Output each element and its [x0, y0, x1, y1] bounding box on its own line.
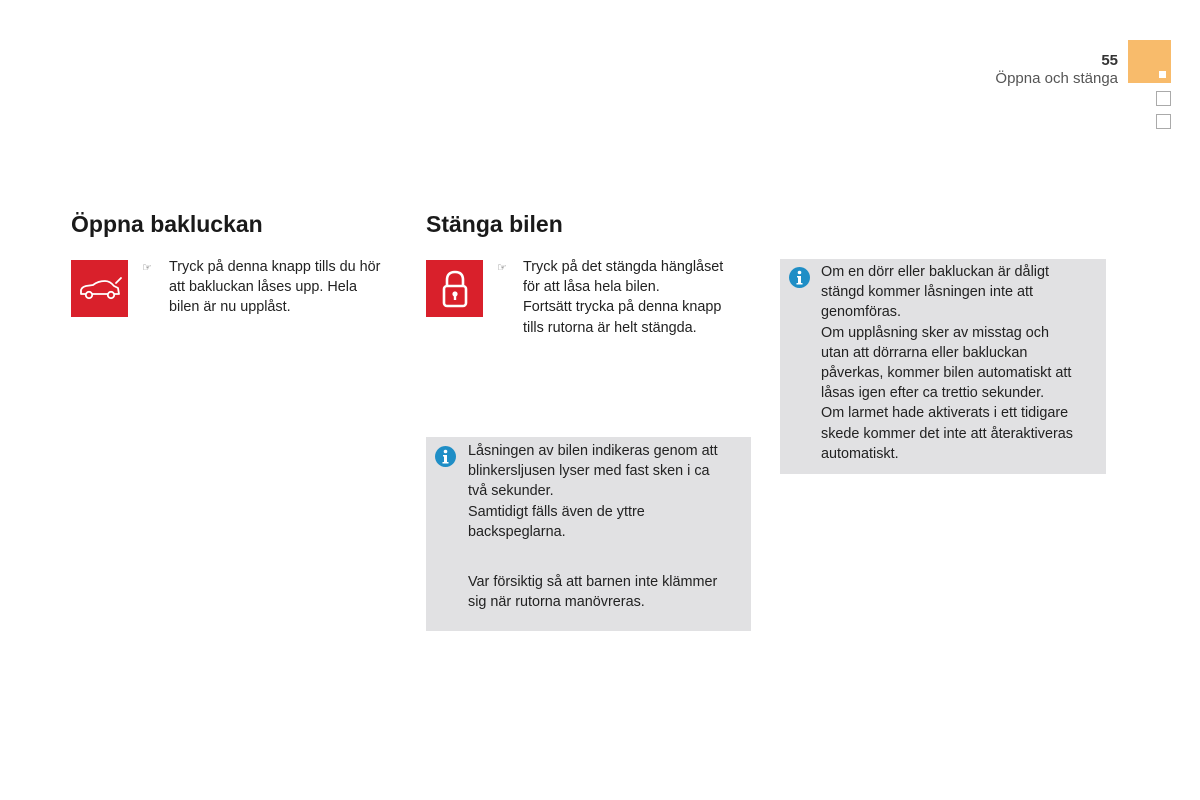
section-heading-open-tailgate: Öppna bakluckan: [71, 211, 263, 237]
text-line: Tryck på det stängda hänglåset: [523, 259, 724, 275]
info-text-door-warning: [821, 262, 1103, 464]
chapter-title: Öppna och stänga: [995, 70, 1118, 87]
text-line: Fortsätt trycka på denna knapp: [523, 299, 722, 316]
text-line: att bakluckan låses upp. Hela: [169, 279, 357, 296]
tab-square: [1156, 91, 1171, 106]
text-line: Var försiktig så att barnen inte klämmer: [468, 574, 718, 591]
text-line: stängd kommer låsningen inte att: [821, 284, 1033, 301]
text-line: låsas igen efter ca trettio sekunder.: [821, 385, 1045, 402]
tab-square: [1156, 114, 1171, 129]
tab-dot: [1159, 71, 1166, 78]
text-line: Om en dörr eller bakluckan är dåligt: [821, 264, 1049, 280]
car-trunk-icon: [71, 260, 128, 317]
text-line: Om larmet hade aktiverats i ett tidigare: [821, 405, 1069, 422]
text-line: två sekunder.: [468, 483, 554, 500]
text-line: automatiskt.: [821, 445, 899, 462]
text-line: tills rutorna är helt stängda.: [523, 319, 697, 336]
info-icon: [435, 446, 456, 467]
page-number: 55: [1101, 52, 1118, 69]
text-line: sig när rutorna manövreras.: [468, 594, 645, 611]
padlock-icon: [426, 260, 483, 317]
bullet-hand: ☞: [142, 262, 152, 274]
text-line: Tryck på denna knapp tills du hör: [169, 259, 381, 275]
chapter-tab-marker: [1128, 40, 1171, 83]
text-line: Låsningen av bilen indikeras genom att: [468, 443, 718, 459]
text-line: skede kommer det inte att återaktiveras: [821, 425, 1073, 442]
section-heading-lock-car: Stänga bilen: [426, 211, 563, 237]
bullet-hand: ☞: [497, 262, 507, 274]
info-box-door-warning: [780, 259, 1106, 474]
text-line: blinkersljusen lyser med fast sken i ca: [468, 463, 710, 480]
text-line: påverkas, kommer bilen automatiskt att: [821, 365, 1072, 382]
text-line: bilen är nu upplåst.: [169, 299, 291, 316]
info-text-locking: [468, 441, 748, 612]
info-icon: [789, 267, 810, 288]
middle-instructions: [523, 257, 723, 338]
info-box-locking: [426, 437, 751, 631]
text-line: Samtidigt fälls även de yttre: [468, 503, 645, 520]
left-instructions: [169, 257, 380, 318]
text-line: Om upplåsning sker av misstag och: [821, 324, 1049, 341]
text-line: för att låsa hela bilen.: [523, 279, 660, 296]
text-line: utan att dörrarna eller bakluckan: [821, 344, 1028, 361]
text-line: genomföras.: [821, 304, 901, 321]
text-line: backspeglarna.: [468, 523, 566, 540]
